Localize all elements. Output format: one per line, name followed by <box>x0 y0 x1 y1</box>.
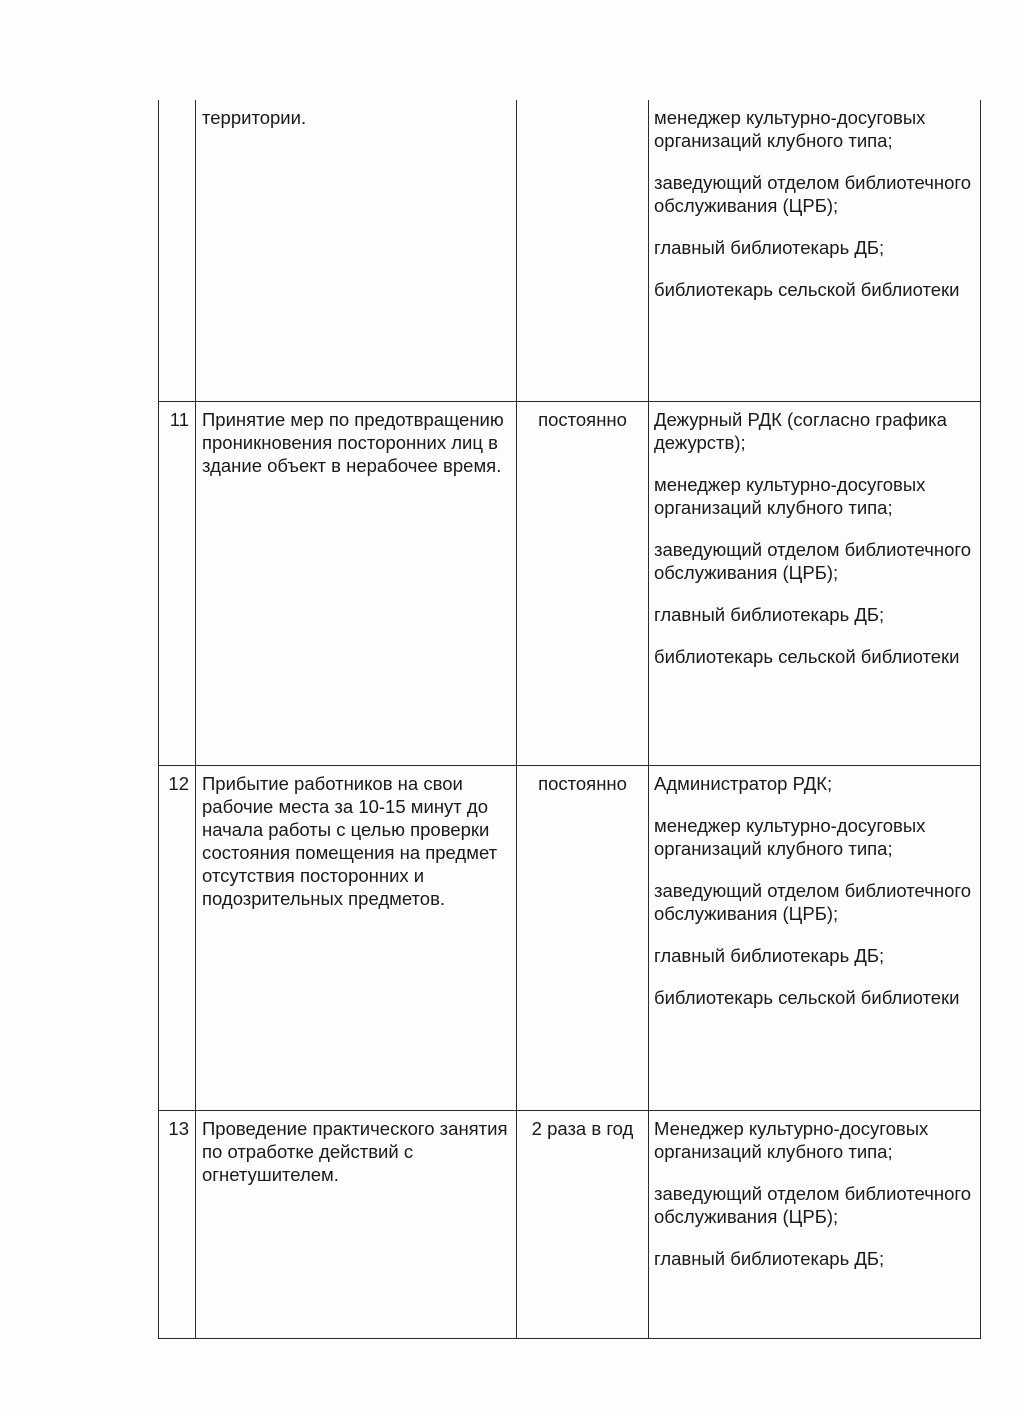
responsible-item: Дежурный РДК (согласно графика дежурств); <box>654 409 947 453</box>
responsible-item: менеджер культурно-досуговых организаций клубного типа; <box>654 474 926 518</box>
responsible-item: главный библиотекарь ДБ; <box>654 945 885 966</box>
row-number: 12 <box>159 766 196 1111</box>
responsible-item: Менеджер культурно-досуговых организаций клубного типа; <box>654 1118 929 1162</box>
responsible-item: заведующий отделом библиотечного обслуживания (ЦРБ); <box>654 1183 972 1227</box>
responsible-item: заведующий отделом библиотечного обслуживания (ЦРБ); <box>654 539 972 583</box>
responsible-item: менеджер культурно-досуговых организаций клубного типа; <box>654 815 926 859</box>
term-cell: постоянно <box>517 402 649 766</box>
activity-cell: Принятие мер по предотвращению проникновения посторонних лиц в здание объект в нерабочее время. <box>196 402 517 766</box>
activity-cell: Проведение практического занятия по отработке действий с огнетушителем. <box>196 1111 517 1339</box>
responsible-item: главный библиотекарь ДБ; <box>654 1248 885 1269</box>
responsible-item: главный библиотекарь ДБ; <box>654 237 885 258</box>
table-row-11 <box>159 402 981 766</box>
row-number: 11 <box>159 402 196 766</box>
activity-cell: Прибытие работников на свои рабочие места за 10-15 минут до начала работы с целью проверки состояния помещения на предмет отсутствия посторонних и подозрительных предметов. <box>196 766 517 1111</box>
activity-cell: территории. <box>196 100 517 402</box>
responsible-item: Администратор РДК; <box>654 773 833 794</box>
responsible-item: библиотекарь сельской библиотеки <box>654 279 960 300</box>
term-cell <box>517 100 649 402</box>
table-row-continuation <box>159 100 981 402</box>
responsible-item: заведующий отделом библиотечного обслуживания (ЦРБ); <box>654 880 972 924</box>
row-number: 13 <box>159 1111 196 1339</box>
responsible-cell <box>649 1111 981 1339</box>
term-cell: постоянно <box>517 766 649 1111</box>
responsible-item: главный библиотекарь ДБ; <box>654 604 885 625</box>
responsible-item: библиотекарь сельской библиотеки <box>654 646 960 667</box>
term-cell: 2 раза в год <box>517 1111 649 1339</box>
responsible-item: библиотекарь сельской библиотеки <box>654 987 960 1008</box>
responsible-item: заведующий отделом библиотечного обслуживания (ЦРБ); <box>654 172 972 216</box>
responsible-cell <box>649 100 981 402</box>
responsible-cell <box>649 766 981 1111</box>
responsible-item: менеджер культурно-досуговых организаций клубного типа; <box>654 107 926 151</box>
row-number <box>159 100 196 402</box>
table-row-12 <box>159 766 981 1111</box>
responsible-cell <box>649 402 981 766</box>
table-row-13 <box>159 1111 981 1339</box>
measures-table <box>158 100 981 1339</box>
